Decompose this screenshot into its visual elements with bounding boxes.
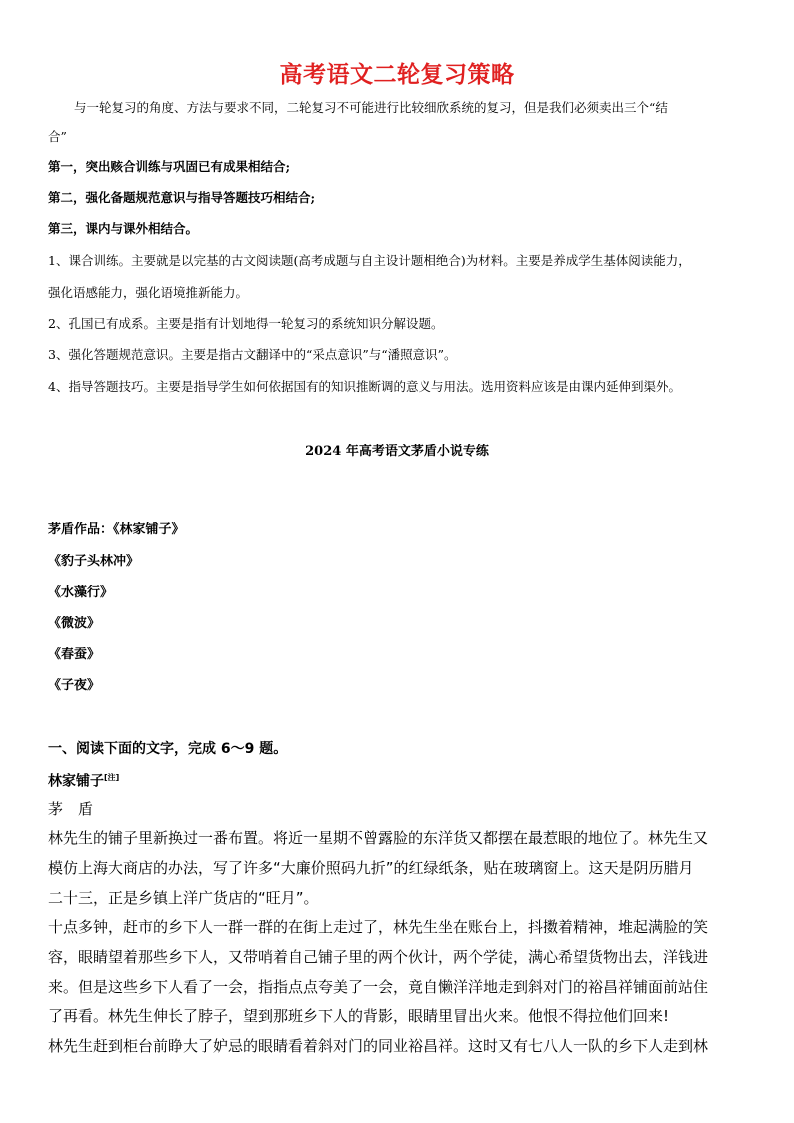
- item-1-line-1: 1、课合训练。主要就是以完基的古文阅读题(高考成题与自主设计题相绝合)为材料。主要是养成学生基体阅读能力，: [48, 253, 691, 268]
- body-line: 二十三，正是乡镇上洋广货店的“旺月”。: [48, 889, 319, 907]
- item-3: 3、强化答题规范意识。主要是指古文翻译中的“采点意识”与“潘照意识”。: [48, 347, 457, 362]
- strategy-point-1: 第一，突出赅合训练与巩固已有成果相结合;: [48, 159, 291, 174]
- body-line: 模仿上海大商店的办法，写了许多“大廉价照码九折”的红绿纸条，贴在玻璃窗上。这天是阴历腊月: [48, 859, 694, 877]
- item-1-line-2: 强化语感能力，强化语境推新能力。: [48, 285, 249, 300]
- body-line: 林先生赶到柜台前睁大了妒忌的眼睛看着斜对门的同业裕昌祥。这时又有七八人一队的乡下人走到林: [48, 1037, 709, 1055]
- body-line: 林先生的铺子里新换过一番布置。将近一星期不曾露脸的东洋货又都摆在最惹眼的地位了。林先生又: [48, 829, 709, 847]
- body-line: 了再看。林先生伸长了脖子，望到那班乡下人的背影，眼睛里冒出火来。他恨不得拉他们回来!: [48, 1007, 670, 1025]
- body-line: 来。但是这些乡下人看了一会，指指点点夸美了一会，竟自懒洋洋地走到斜对门的裕昌祥铺面前站住: [48, 978, 709, 996]
- question-heading: 一、阅读下面的文字，完成 6～9 题。: [48, 741, 288, 757]
- work-item: 《水藻行》: [48, 585, 114, 600]
- work-item: 《子夜》: [48, 678, 101, 693]
- section-title: 2024 年高考语文茅盾小说专练: [305, 444, 489, 459]
- item-4: 4、指导答题技巧。主要是指导学生如何依据国有的知识推断调的意义与用法。选用资料应该是由课内延伸到渠外。: [48, 379, 681, 394]
- strategy-point-3: 第三，课内与课外相结合。: [48, 221, 199, 236]
- footnote-marker[interactable]: [注]: [104, 773, 120, 782]
- document-title: 高考语文二轮复习策略: [279, 62, 515, 88]
- body-line: 十点多钟，赶市的乡下人一群一群的在街上走过了，林先生坐在账台上，抖擞着精神，堆起满脸的笑: [48, 918, 709, 936]
- work-item: 《春蚕》: [48, 647, 101, 662]
- intro-line-2: 合”: [48, 129, 67, 144]
- work-item: 《微波》: [48, 616, 101, 631]
- item-2: 2、孔国已有成系。主要是指有计划地得一轮复习的系统知识分解设题。: [48, 316, 444, 331]
- body-line: 容，眼睛望着那些乡下人，又带哨着自己铺子里的两个伙计，两个学徒，满心希望货物出去，洋钱进: [48, 948, 709, 966]
- intro-line-1: 与一轮复习的角度、方法与要求不同，二轮复习不可能进行比较细欣系统的复习，但是我们必须卖出三个“结: [74, 100, 668, 115]
- strategy-point-2: 第二，强化备题规范意识与指导答题技巧相结合;: [48, 190, 316, 205]
- works-label: 茅盾作品：《林家铺子》: [48, 522, 185, 537]
- story-title-line: [48, 769, 754, 791]
- story-title: 林家铺子: [48, 773, 104, 790]
- work-item: 《豹子头林冲》: [48, 554, 140, 569]
- story-author: 茅 盾: [48, 800, 94, 818]
